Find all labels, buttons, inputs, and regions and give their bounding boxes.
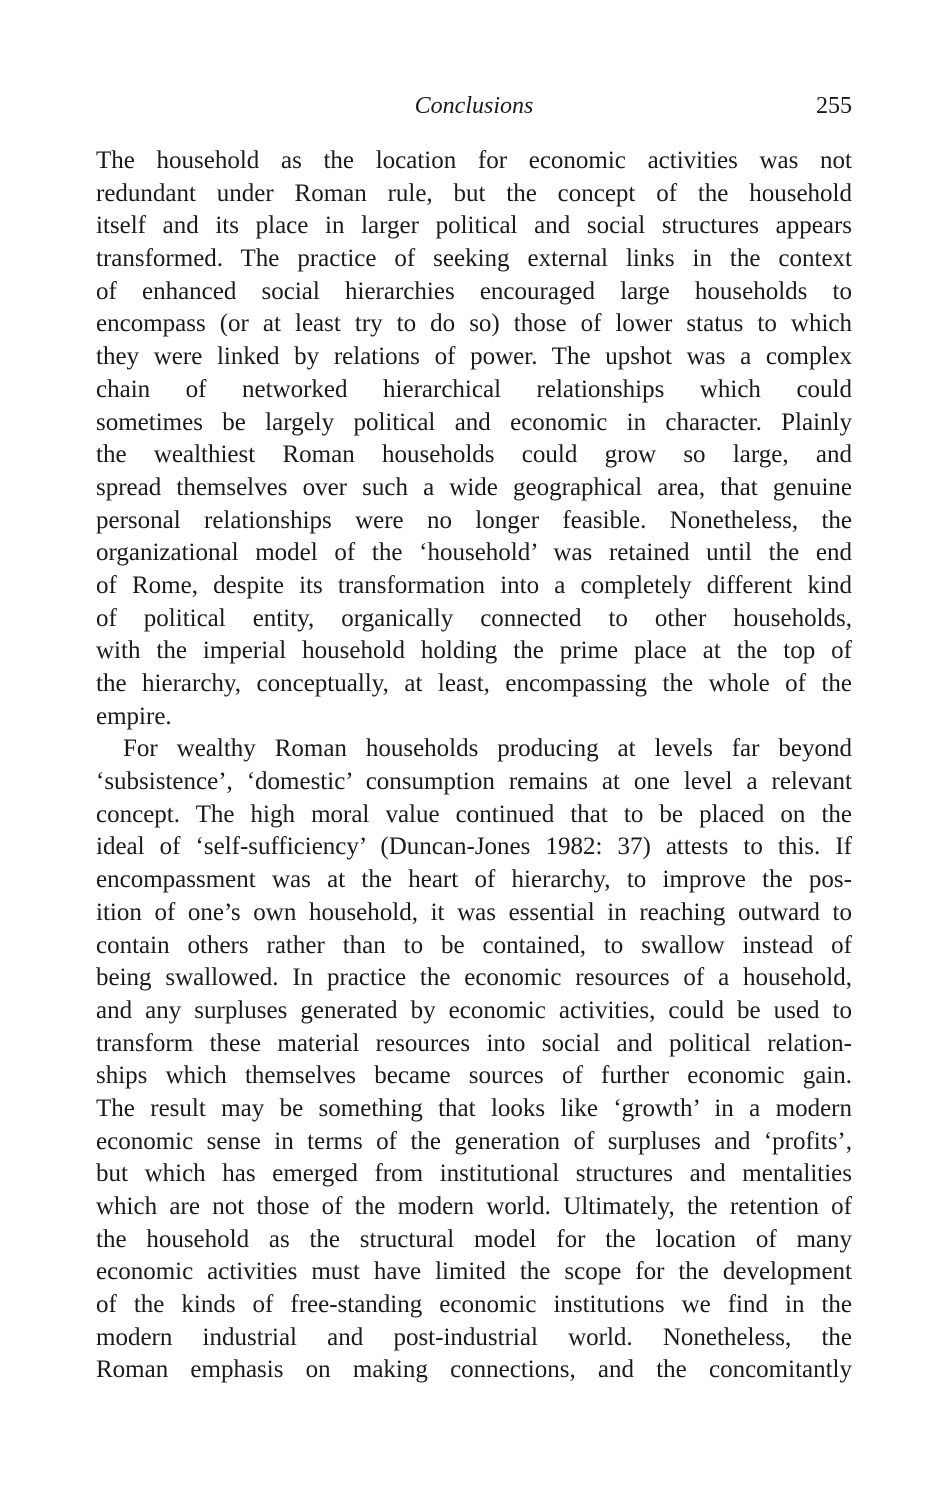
text-line: being swallowed. In practice the economic resources of a household, — [96, 964, 852, 992]
text-line: redundant under Roman rule, but the concept of the household — [96, 179, 852, 207]
text-line: of enhanced social hierarchies encouraged large households to — [96, 277, 852, 305]
text-line: ideal of ‘self-sufficiency’ (Duncan-Jones 1982: 37) attests to this. If — [96, 833, 852, 861]
text-line: of the kinds of free-standing economic institutions we find in the — [96, 1291, 852, 1319]
text-line: modern industrial and post-industrial world. Nonetheless, the — [96, 1323, 852, 1351]
text-line: spread themselves over such a wide geographical area, that genuine — [96, 473, 852, 501]
text-line: ition of one’s own household, it was essential in reaching outward to — [96, 898, 852, 926]
text-line: contain others rather than to be contained, to swallow instead of — [96, 931, 852, 959]
page-number: 255 — [816, 93, 852, 119]
text-line: The household as the location for economic activities was not — [96, 147, 852, 174]
text-line: which are not those of the modern world. Ultimately, the retention of — [96, 1193, 852, 1220]
text-line: empire. — [96, 702, 172, 730]
text-line: of political entity, organically connected to other households, — [96, 604, 852, 632]
text-line: encompass (or at least try to do so) those of lower status to which — [96, 310, 852, 338]
text-line: the hierarchy, conceptually, at least, encompassing the whole of the — [96, 670, 852, 697]
running-title: Conclusions — [414, 93, 534, 119]
paragraph-2 — [96, 733, 852, 1387]
text-line: transformed. The practice of seeking external links in the context — [96, 245, 852, 273]
text-line: of Rome, despite its transformation into a completely different kind — [96, 571, 852, 599]
text-line: the wealthiest Roman households could grow so large, and — [96, 441, 852, 469]
text-line: For wealthy Roman households producing at levels far beyond — [123, 735, 852, 763]
text-line: chain of networked hierarchical relationships which could — [96, 375, 852, 403]
paragraph-1 — [96, 145, 852, 733]
text-line: but which has emerged from institutional structures and mentalities — [96, 1160, 852, 1188]
text-line: ‘subsistence’, ‘domestic’ consumption remains at one level a relevant — [96, 768, 852, 796]
text-line: ships which themselves became sources of further economic gain. — [96, 1062, 852, 1090]
text-line: economic activities must have limited the scope for the development — [96, 1258, 852, 1286]
running-head — [96, 88, 852, 124]
text-line: sometimes be largely political and economic in character. Plainly — [96, 408, 852, 436]
text-line: the household as the structural model for the location of many — [96, 1225, 852, 1253]
text-line: economic sense in terms of the generation of surpluses and ‘profits’, — [96, 1127, 852, 1155]
text-line: encompassment was at the heart of hierarchy, to improve the pos- — [96, 866, 852, 894]
text-line: and any surpluses generated by economic activities, could be used to — [96, 996, 852, 1024]
text-line: personal relationships were no longer feasible. Nonetheless, the — [96, 506, 852, 534]
text-line: they were linked by relations of power. The upshot was a complex — [96, 343, 852, 371]
text-line: with the imperial household holding the prime place at the top of — [96, 637, 852, 665]
text-line: concept. The high moral value continued that to be placed on the — [96, 800, 852, 828]
text-line: organizational model of the ‘household’ was retained until the end — [96, 539, 852, 567]
text-line: The result may be something that looks like ‘growth’ in a modern — [96, 1094, 852, 1122]
text-line: Roman emphasis on making connections, and the concomitantly — [96, 1356, 852, 1384]
text-line: transform these material resources into social and political relation- — [96, 1029, 852, 1057]
body-text — [96, 145, 852, 1387]
text-line: itself and its place in larger political and social structures appears — [96, 212, 852, 240]
